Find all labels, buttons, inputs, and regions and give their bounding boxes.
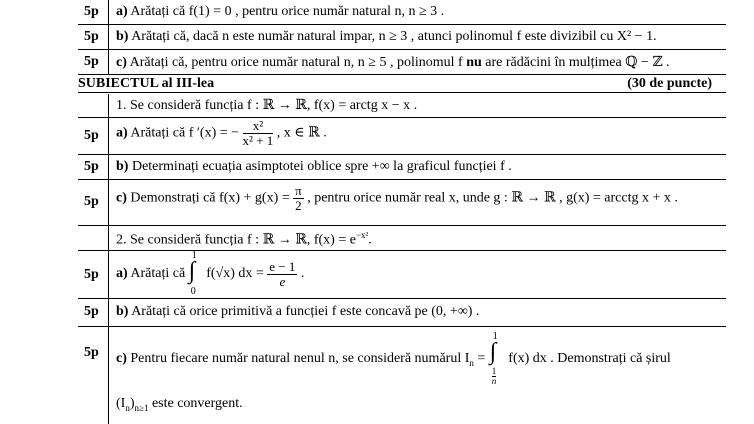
problem-2-c-line2: $(I_n)_{n\ge 1}$ este convergent. xyxy=(116,396,243,413)
row-divider xyxy=(78,24,726,25)
question-c: c) Arătați că, pentru orice număr natural n, n ≥ 5 , polinomul f nu are rădăcini în mulțimea ℚ − ℤ . xyxy=(116,55,670,70)
points-label: 5p xyxy=(84,304,99,319)
section-title: SUBIECTUL al III-lea xyxy=(78,76,215,91)
question-b: b) Arătați că, dacă n este număr natural impar, n ≥ 3 , atunci polinomul f este divizibil cu X² − 1. xyxy=(116,29,657,44)
row-divider xyxy=(78,117,726,118)
problem-2-c: c) Pentru fiecare număr natural nenul n, se consideră numărul $I_n$ = 1 ∫ 1 n f(x) dx . Demonstrați că șirul xyxy=(116,331,671,386)
points-label: 5p xyxy=(84,159,99,174)
row-divider xyxy=(78,298,726,299)
row-divider xyxy=(78,326,726,327)
problem-2-b: b) Arătați că orice primitivă a funcției f este concavă pe (0, +∞) . xyxy=(116,304,480,319)
problem-2-a: a) Arătați că 1 ∫ 0 f(√x) dx = $\frac{e - 1}{e}$ . xyxy=(116,250,305,297)
points-label: 5p xyxy=(84,29,99,44)
row-divider xyxy=(78,74,726,75)
problem-2-intro: 2. Se consideră funcția f : ℝ → ℝ, $f(x) = e^{-x^2}$. xyxy=(116,230,372,248)
problem-1-b: b) Determinați ecuația asimptotei oblice spre +∞ la graficul funcției f . xyxy=(116,159,512,174)
row-divider xyxy=(78,225,726,226)
points-label: 5p xyxy=(84,194,99,209)
points-label: 5p xyxy=(84,4,99,19)
problem-1-c: c) Demonstrați că f(x) + g(x) = $\frac{\pi}{2}$ , pentru orice număr real x, unde g : ℝ → ℝ , g(x) = arcctg x + x . xyxy=(116,183,678,213)
problem-1-intro: 1. Se consideră funcția f : ℝ → ℝ, f(x) = arctg x − x . xyxy=(116,98,418,113)
row-divider xyxy=(78,154,726,155)
section-points: (30 de puncte) xyxy=(627,76,712,91)
points-label: 5p xyxy=(84,54,99,69)
points-label: 5p xyxy=(84,345,99,360)
points-label: 5p xyxy=(84,128,99,143)
problem-1-a: a) Arătați că f ′(x) = − $\frac{\text{x²}}{\text{x² + 1}}$ , x ∈ ℝ . xyxy=(116,118,327,148)
row-divider xyxy=(78,49,726,50)
row-divider xyxy=(78,250,726,251)
row-divider xyxy=(78,92,726,93)
points-label: 5p xyxy=(84,267,99,282)
row-divider xyxy=(78,179,726,180)
question-a: a) Arătați că f(1) = 0 , pentru orice număr natural n, n ≥ 3 . xyxy=(116,4,445,19)
